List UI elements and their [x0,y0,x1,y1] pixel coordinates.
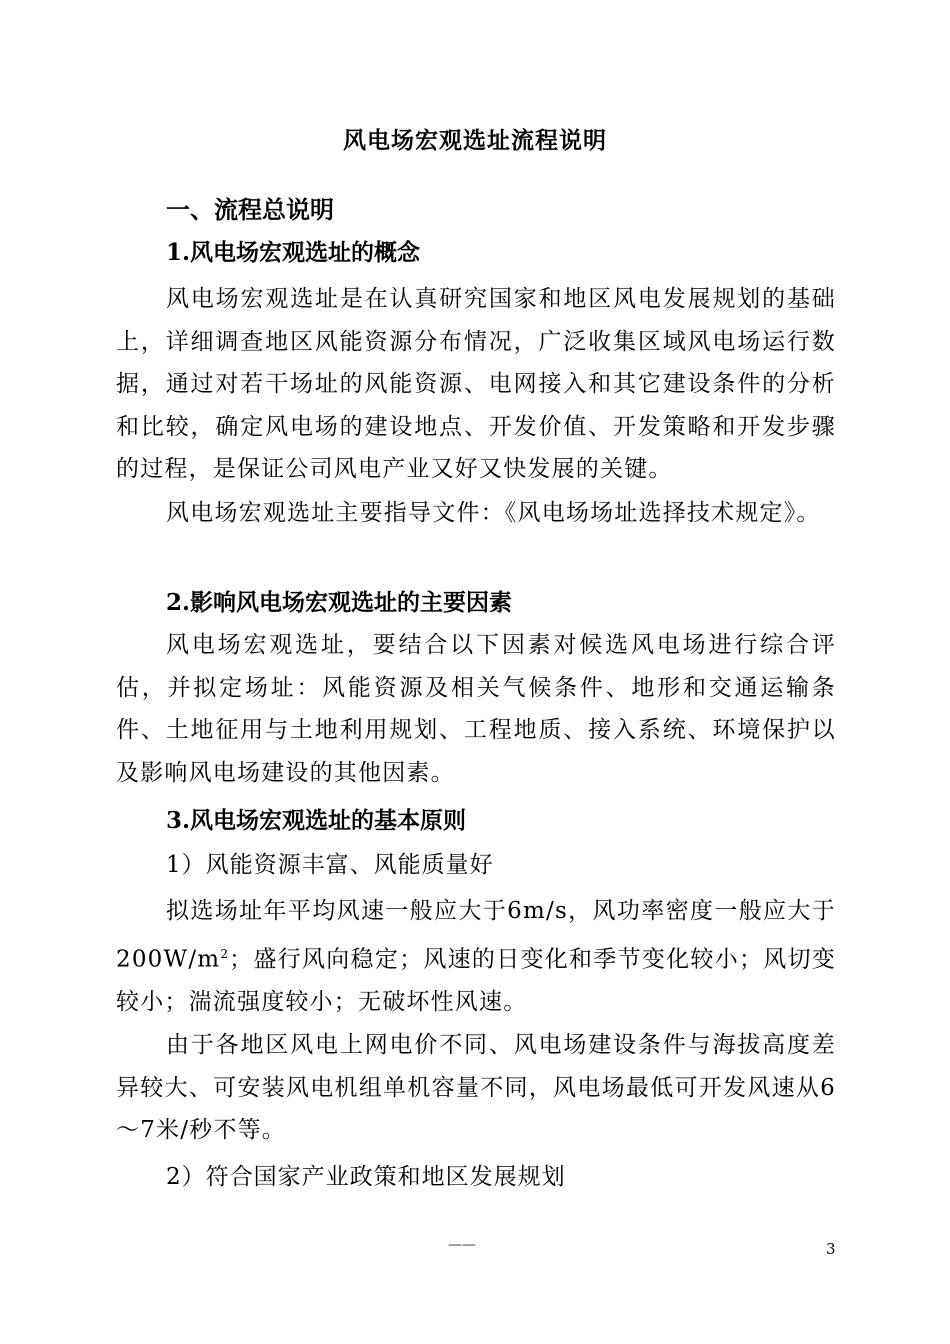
paragraph-min-wind-speed: 由于各地区风电上网电价不同、风电场建设条件与海拔高度差异较大、可安装风电机组单机容量不同，风电场最低可开发风速从6～7米/秒不等。 [116,1032,836,1143]
paragraph-guidance-document: 风电场宏观选址主要指导文件：《风电场场址选择技术规定》。 [166,500,821,526]
principle-item-2: 2）符合国家产业政策和地区发展规划 [166,1164,566,1190]
paragraph-wind-speed-text-a: 拟选场址年平均风速一般应大于6m/s，风功率密度一般应大于200W/m [116,898,836,973]
subsection-heading-1: 1.风电场宏观选址的概念 [166,239,421,266]
paragraph-wind-speed [116,890,836,1023]
subsection-heading-2: 2.影响风电场宏观选址的主要因素 [166,589,513,616]
subsection-heading-3: 3.风电场宏观选址的基本原则 [166,807,467,834]
footer-mark: —— [448,1237,476,1253]
paragraph-wind-speed-text-b: ；盛行风向稳定；风速的日变化和季节变化较小；风切变较小；湍流强度较小；无破坏性风速。 [116,946,836,1015]
principle-item-1: 1）风能资源丰富、风能质量好 [166,852,494,878]
paragraph-factors: 风电场宏观选址，要结合以下因素对候选风电场进行综合评估，并拟定场址：风能资源及相关气候条件、地形和交通运输条件、土地征用与土地利用规划、工程地质、接入系统、环境保护以及影响风电场建设的其他因素。 [116,632,836,786]
section-heading: 一、流程总说明 [166,195,334,224]
superscript-2: 2 [220,946,230,961]
paragraph-concept: 风电场宏观选址是在认真研究国家和地区风电发展规划的基础上，详细调查地区风能资源分布情况，广泛收集区域风电场运行数据，通过对若干场址的风能资源、电网接入和其它建设条件的分析和比较，确定风电场的建设地点、开发价值、开发策略和开发步骤的过程，是保证公司风电产业又好又快发展的关键。 [116,286,836,482]
page-number: 3 [826,1240,836,1258]
document-title: 风电场宏观选址流程说明 [343,127,607,154]
